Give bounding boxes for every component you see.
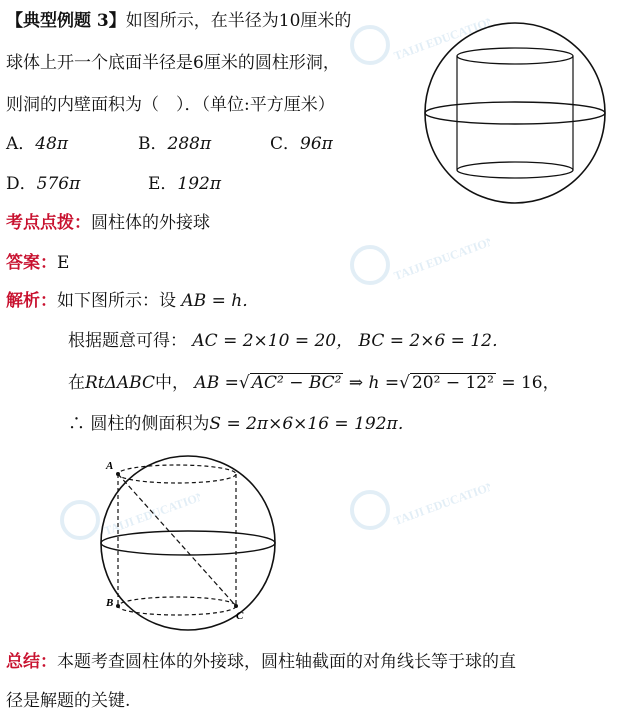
summary-line-1: 总结：本题考查圆柱体的外接球，圆柱轴截面的对角线长等于球的直: [6, 652, 516, 672]
kaodian-text: 圆柱体的外接球: [91, 213, 210, 233]
radical-1: AC² − BC²: [251, 373, 342, 393]
option-e: E．192π: [148, 174, 222, 194]
summary-label: 总结：: [6, 652, 57, 672]
label-a: A: [106, 460, 114, 472]
kaodian-line: [6, 212, 210, 234]
watermark-logo: [350, 235, 490, 300]
jiexi-line-4: ∴ 圆柱的侧面积为S = 2π×6×16 = 192π．: [68, 414, 415, 434]
option-b: B．288π: [138, 134, 212, 154]
radical-2: 20² − 12²: [411, 373, 494, 393]
problem-tag: 【典型例题 3】: [6, 11, 126, 31]
sphere-cylinder-diagram-bottom: [68, 455, 298, 635]
answer-label: 答案：: [6, 253, 57, 273]
option-c: C．96π: [270, 134, 333, 154]
kaodian-label: 考点点拨：: [6, 213, 91, 233]
label-c: C: [236, 610, 244, 622]
jiexi-line-1: 解析：如下图所示：设 AB = h．: [6, 291, 260, 311]
svg-text:TAIJI EDUCATION: TAIJI EDUCATION: [391, 480, 490, 529]
answer-text: E: [57, 253, 70, 273]
watermark-logo: [350, 480, 490, 545]
problem-line-1: [6, 10, 351, 32]
problem-line-2: 球体上开一个底面半径是6厘米的圆柱形洞，: [6, 53, 340, 73]
jiexi-line-2: 根据题意可得： AC = 2×10 = 20， BC = 2×6 = 12．: [68, 331, 509, 351]
svg-text:TAIJI EDUCATION: TAIJI EDUCATION: [101, 490, 200, 539]
summary-line-2: 径是解题的关键.: [6, 691, 131, 711]
sphere-cylinder-diagram-top: [420, 18, 610, 208]
svg-text:TAIJI EDUCATION: TAIJI EDUCATION: [391, 235, 490, 284]
problem-text-1: 如图所示，在半径为10厘米的: [125, 11, 352, 31]
answer-line: [6, 252, 69, 274]
problem-line-3: 则洞的内壁面积为（ ）．（单位:平方厘米）: [6, 95, 335, 115]
svg-text:TAIJI EDUCATION: TAIJI EDUCATION: [391, 15, 490, 64]
option-d: D．576π: [6, 174, 81, 194]
option-a: A．48π: [6, 134, 69, 154]
jiexi-line-3: 在RtΔABC中， AB =√ AC² − BC² ⇒ h =√ 20² − 12² = 16，: [68, 373, 560, 393]
jiexi-label: 解析：: [6, 291, 57, 311]
label-b: B: [106, 597, 114, 609]
